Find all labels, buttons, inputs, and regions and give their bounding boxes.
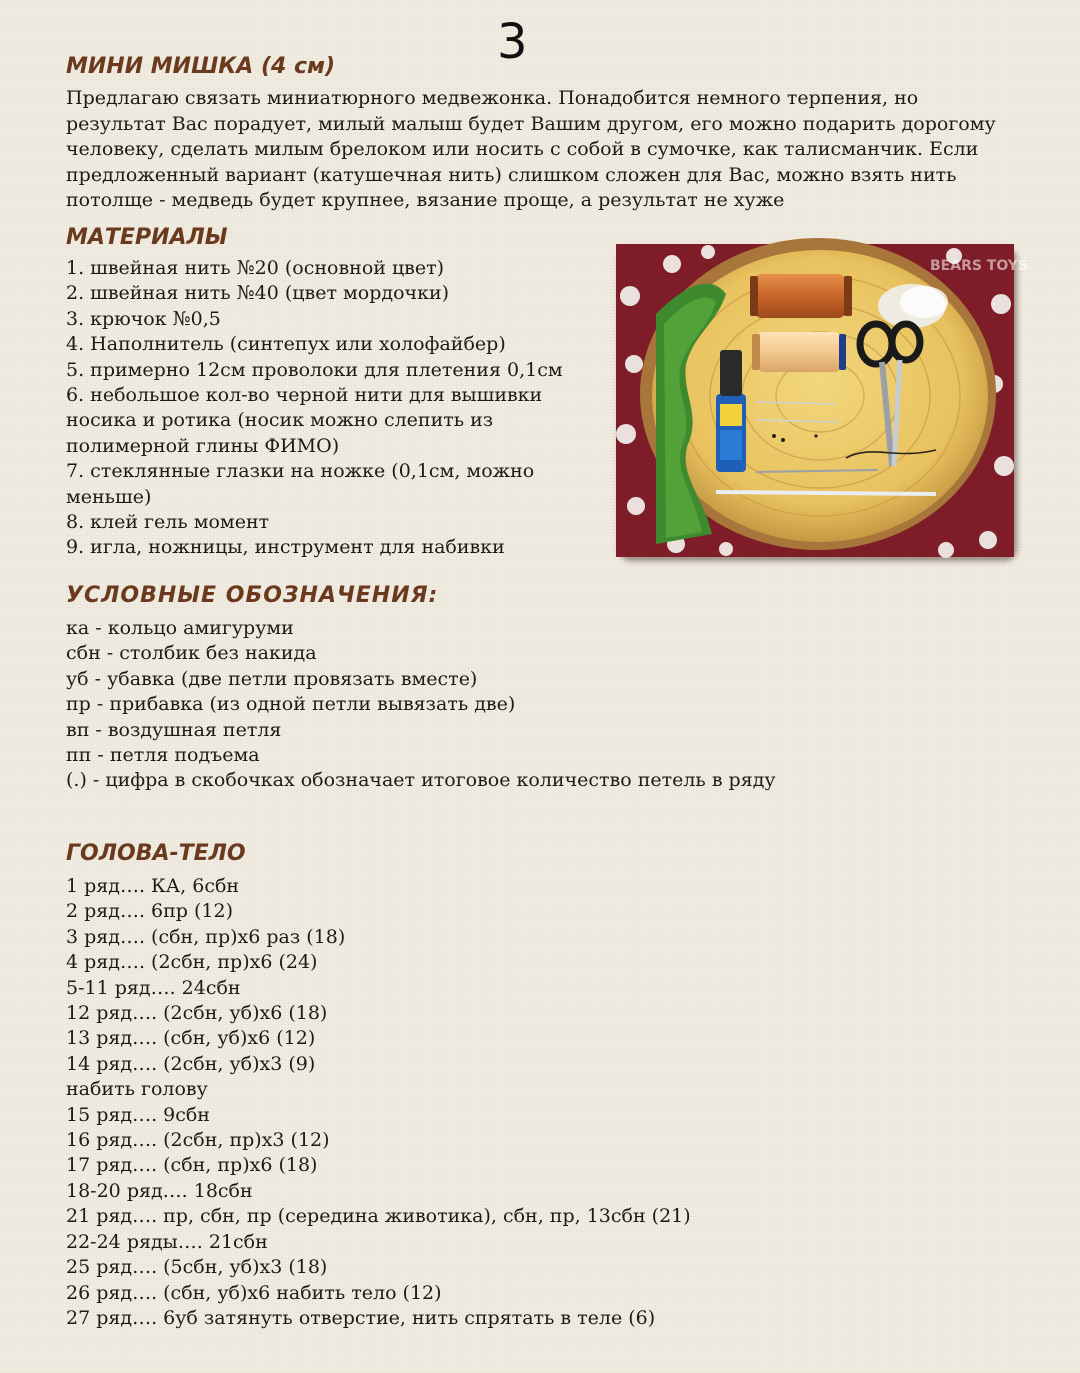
- materials-item: 4. Наполнитель (синтепух или холофайбер): [66, 333, 506, 356]
- watermark-text: BEARS TOYS: [930, 258, 1028, 274]
- row-item: 1 ряд…. КА, 6сбн: [66, 875, 240, 897]
- materials-item: 6. небольшое кол-во черной нити для вышивки носика и ротика (носик можно слепить из полимерной глины ФИМО): [66, 384, 543, 457]
- materials-heading: МАТЕРИАЛЫ: [66, 225, 228, 250]
- legend-item: пп - петля подъема: [66, 744, 260, 767]
- row-item: 18-20 ряд…. 18сбн: [66, 1179, 253, 1202]
- legend-item: (.) - цифра в скобочках обозначает итоговое количество петель в ряду: [66, 769, 776, 792]
- materials-item: 1. швейная нить №20 (основной цвет): [66, 257, 445, 279]
- row-item: 25 ряд…. (5сбн, уб)х3 (18): [66, 1256, 328, 1279]
- materials-item: 7. стеклянные глазки на ножке (0,1см, можно меньше): [66, 460, 535, 508]
- materials-item: 2. швейная нить №40 (цвет мордочки): [66, 282, 450, 305]
- row-item: 12 ряд…. (2сбн, уб)х6 (18): [66, 1002, 328, 1025]
- materials-item: 9. игла, ножницы, инструмент для набивки: [66, 536, 505, 559]
- legend-item: уб - убавка (две петли провязать вместе): [66, 667, 478, 690]
- row-item: 3 ряд…. (сбн, пр)х6 раз (18): [66, 925, 346, 948]
- materials-photo: [616, 244, 1028, 557]
- row-item: 4 ряд…. (2сбн, пр)х6 (24): [66, 951, 318, 974]
- row-item: набить голову: [66, 1078, 208, 1101]
- row-item: 22-24 ряды…. 21сбн: [66, 1230, 268, 1253]
- legend-item: сбн - столбик без накида: [66, 642, 317, 665]
- head-body-rows: [66, 874, 966, 1331]
- materials-list: [66, 256, 611, 561]
- row-item: 26 ряд…. (сбн, уб)х6 набить тело (12): [66, 1281, 442, 1304]
- intro-paragraph: Предлагаю связать миниатюрного медвежонка. Понадобится немного терпения, но результат Вас порадует, милый малыш будет Вашим другом, его можно подарить дорогому человеку, сделать милым брелоком или носить с собой в сумочке, как талисманчик. Если предложенный вариант (катушечная нить) слишком сложен для Вас, можно взять нить потолще - медведь будет крупнее, вязание проще, а результат не хуже: [66, 87, 996, 211]
- row-item: 21 ряд…. пр, сбн, пр (середина животика), сбн, пр, 13сбн (21): [66, 1205, 691, 1228]
- page-title: МИНИ МИШКА (4 см): [66, 54, 336, 79]
- legend-item: пр - прибавка (из одной петли вывязать две): [66, 693, 516, 716]
- legend-item: вп - воздушная петля: [66, 718, 282, 741]
- row-item: 5-11 ряд…. 24сбн: [66, 976, 241, 999]
- materials-item: 3. крючок №0,5: [66, 307, 221, 330]
- row-item: 27 ряд…. 6уб затянуть отверстие, нить спрятать в теле (6): [66, 1306, 656, 1329]
- row-item: 15 ряд…. 9сбн: [66, 1103, 210, 1126]
- page-number: 3: [497, 14, 528, 70]
- row-item: 14 ряд…. (2сбн, уб)х3 (9): [66, 1052, 316, 1075]
- legend-item: ка - кольцо амигуруми: [66, 617, 294, 639]
- materials-item: 8. клей гель момент: [66, 511, 270, 534]
- row-item: 16 ряд…. (2сбн, пр)х3 (12): [66, 1129, 330, 1152]
- row-item: 13 ряд…. (сбн, уб)х6 (12): [66, 1027, 316, 1050]
- materials-item: 5. примерно 12см проволоки для плетения 0,1см: [66, 358, 563, 381]
- legend-list: [66, 616, 966, 794]
- legend-heading: УСЛОВНЫЕ ОБОЗНАЧЕНИЯ:: [66, 583, 439, 608]
- row-item: 17 ряд…. (сбн, пр)х6 (18): [66, 1154, 318, 1177]
- row-item: 2 ряд…. 6пр (12): [66, 900, 234, 923]
- head-body-heading: ГОЛОВА-ТЕЛО: [66, 841, 246, 866]
